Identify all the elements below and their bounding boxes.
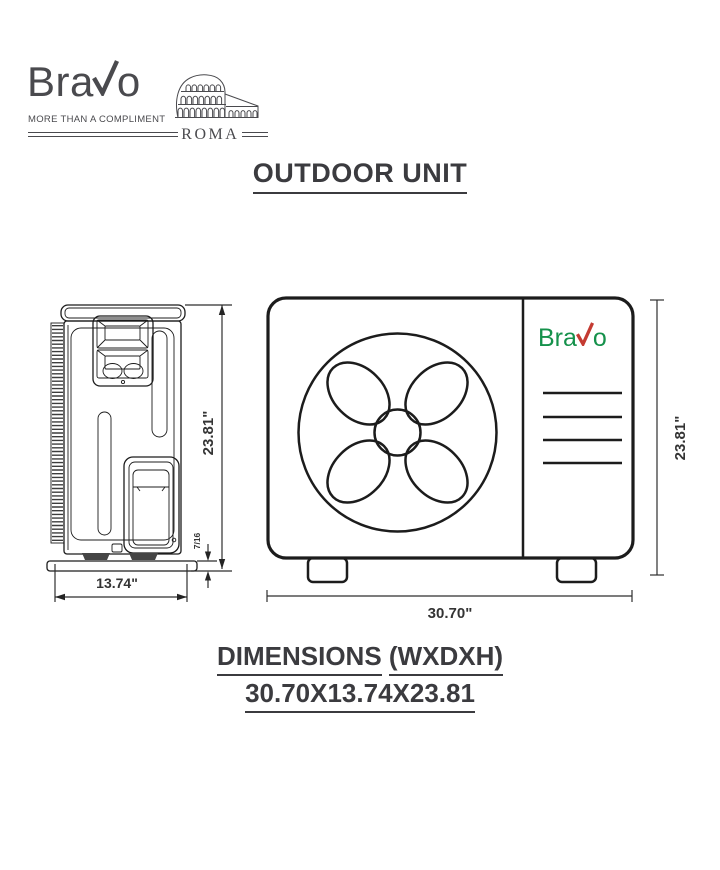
side-base-thickness-dimension: [192, 532, 217, 588]
side-depth-dimension: [55, 564, 187, 602]
colosseum-icon: [170, 72, 260, 128]
unit-brand-check-icon: [576, 321, 594, 346]
front-fan: [299, 334, 497, 532]
side-height-dimension: [185, 305, 232, 571]
front-height-dimension: [650, 300, 689, 575]
dimensions-summary: [0, 639, 720, 713]
side-panel-slots: [98, 331, 167, 535]
side-height-label: 23.81": [200, 410, 217, 456]
unit-brand-logo: [538, 321, 607, 351]
rule-line-left: [28, 132, 178, 137]
dimensions-heading-word: DIMENSIONS: [217, 639, 382, 676]
side-handle-vents: [93, 316, 153, 386]
side-coil-fins: [51, 323, 64, 543]
dimensions-heading: [0, 639, 720, 676]
page-title: OUTDOOR UNIT: [0, 158, 720, 194]
brand-name-prefix: Bra: [27, 58, 94, 105]
side-view-drawing: [36, 292, 258, 604]
brand-name: [27, 58, 141, 103]
side-base-thickness-label: 7/16: [192, 532, 202, 550]
brand-roma-rule: [28, 125, 268, 144]
dimensions-heading-axes: (WXDXH): [389, 639, 503, 676]
side-body: [61, 305, 185, 554]
unit-brand-suffix: o: [592, 324, 607, 352]
brand-name-suffix: o: [116, 58, 141, 105]
front-view-drawing: [252, 288, 692, 623]
side-base: [47, 553, 197, 571]
front-vent-lines: [543, 393, 622, 463]
roma-label: ROMA: [181, 125, 240, 143]
unit-brand-prefix: Bra: [538, 324, 577, 352]
side-valve-box: [112, 457, 179, 553]
brand-tagline: MORE THAN A COMPLIMENT: [28, 114, 166, 125]
front-height-label: 23.81": [672, 415, 689, 461]
side-depth-label: 13.74": [96, 575, 138, 591]
front-feet: [308, 558, 596, 582]
front-width-label: 30.70": [427, 605, 473, 622]
front-width-dimension: [267, 590, 632, 622]
brand-check-icon: [92, 58, 119, 96]
rule-line-right: [242, 132, 268, 137]
dimensions-value: 30.70X13.74X23.81: [0, 676, 720, 713]
